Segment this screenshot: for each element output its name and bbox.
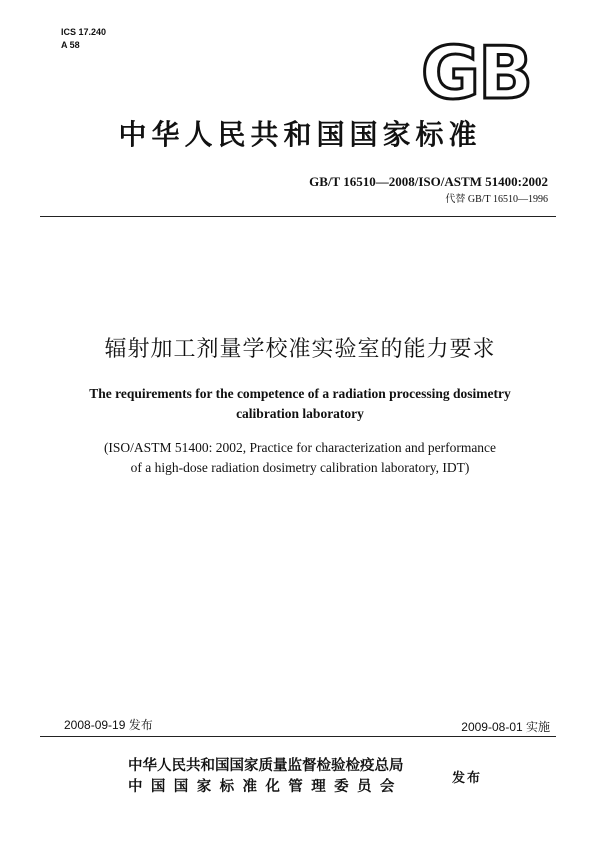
issue-label: 发布 <box>452 771 483 786</box>
header-divider <box>40 216 556 217</box>
footer-divider <box>40 736 556 737</box>
iso-reference <box>0 438 600 478</box>
ics-code-block <box>61 26 106 52</box>
english-title <box>0 384 600 424</box>
iso-reference-line-2: of a high-dose radiation dosimetry calibration laboratory, IDT) <box>130 460 470 475</box>
replaces-note: 代替 GB/T 16510—1996 <box>445 194 548 205</box>
standard-title: 中华人民共和国国家标准 <box>118 118 482 151</box>
english-title-line-1: The requirements for the competence of a radiation processing dosimetry <box>89 386 511 401</box>
chinese-title: 辐射加工剂量学校准实验室的能力要求 <box>104 337 496 362</box>
english-title-line-2: calibration laboratory <box>236 406 364 421</box>
gb-logo-text: GB <box>421 40 531 104</box>
issuer-line-1: 中华人民共和国国家质量监督检验检疫总局 <box>128 758 404 774</box>
publish-date: 2008-09-19 发布 <box>64 718 153 732</box>
ccs-code: A 58 <box>61 40 80 50</box>
issuer-line-2: 中国国家标准化管理委员会 <box>128 779 403 795</box>
standard-code: GB/T 16510—2008/ISO/ASTM 51400:2002 <box>309 174 548 189</box>
ics-code: ICS 17.240 <box>61 27 107 37</box>
implementation-date: 2009-08-01 实施 <box>461 720 550 734</box>
gb-logo <box>410 40 542 104</box>
iso-reference-line-1: (ISO/ASTM 51400: 2002, Practice for characterization and performance <box>103 440 497 455</box>
issuing-authorities <box>128 756 404 798</box>
